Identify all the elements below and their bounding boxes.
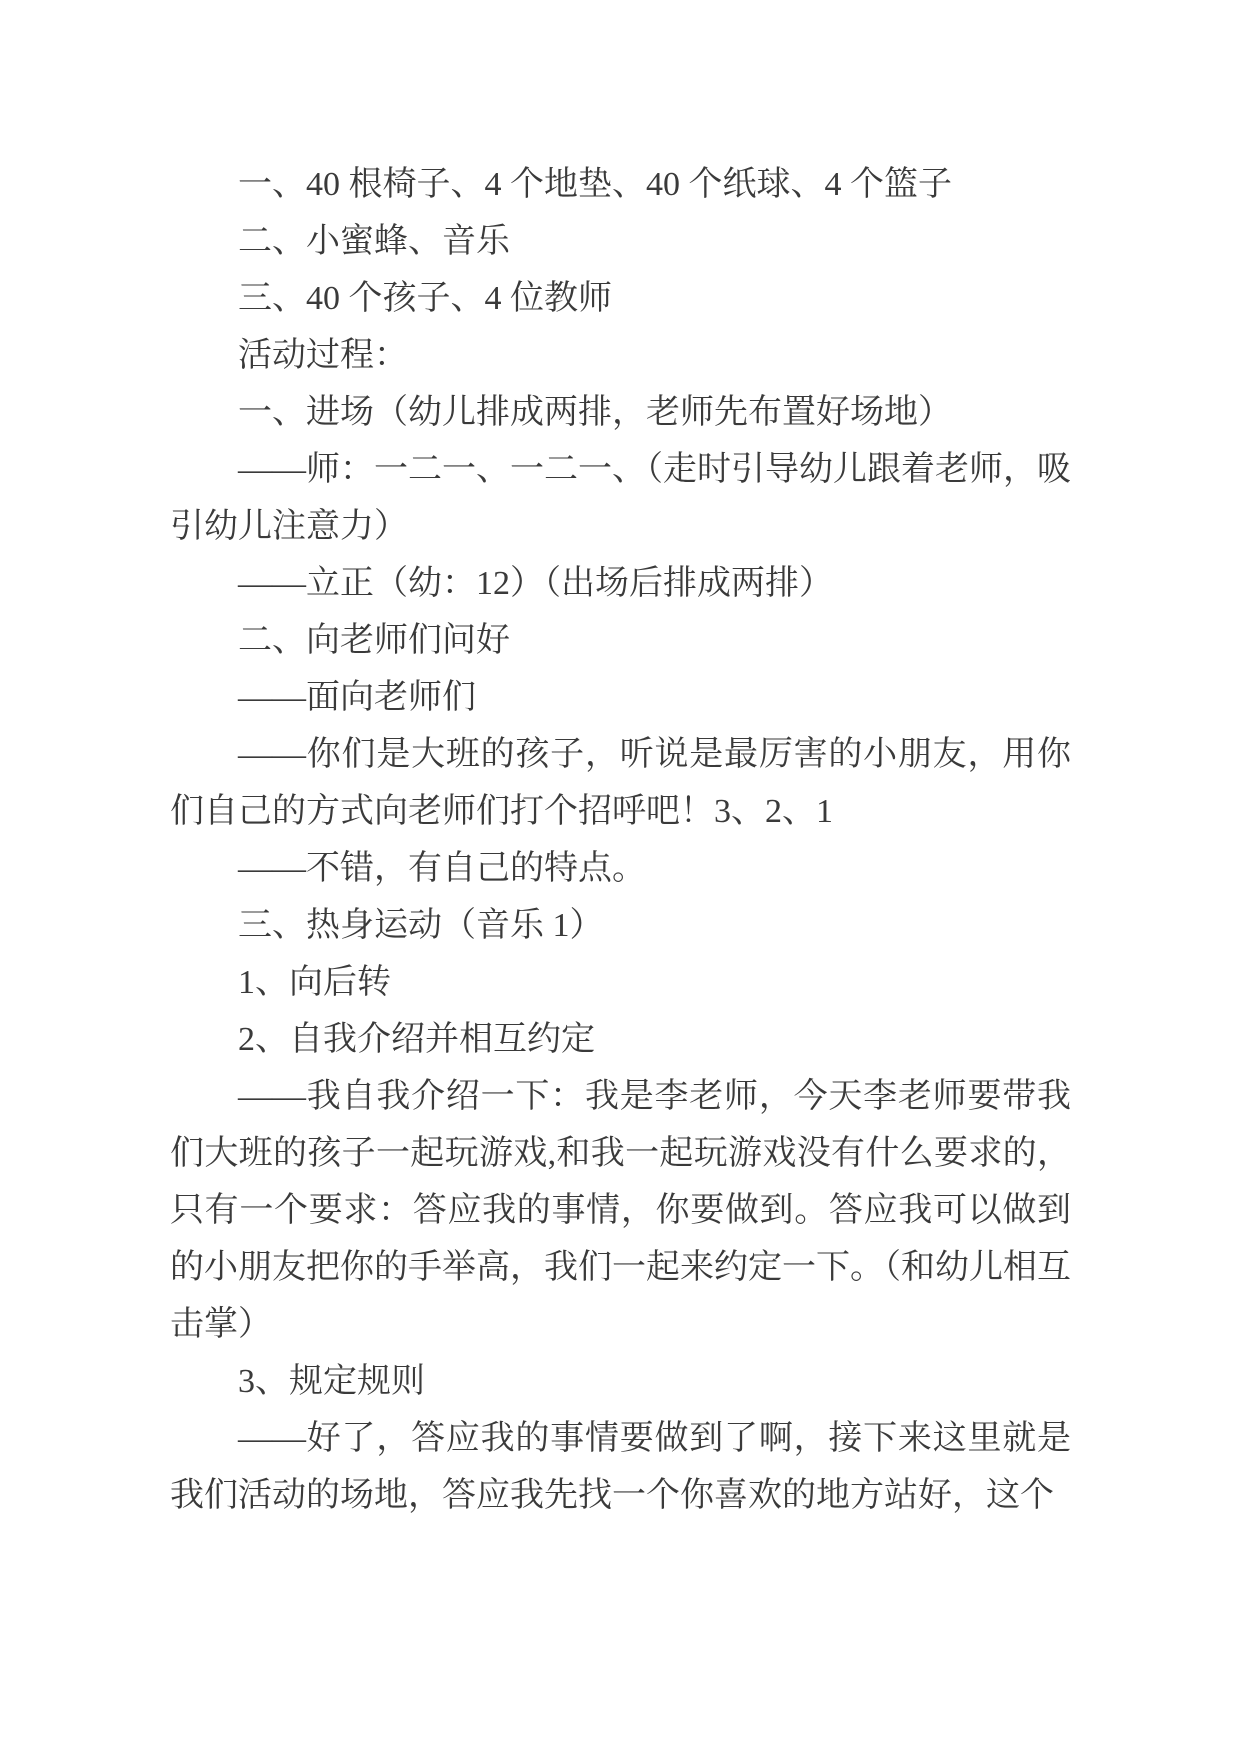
- paragraph: 活动过程：: [238, 337, 408, 374]
- paragraph: 三、40 个孩子、4 位教师: [238, 280, 612, 317]
- paragraph: ——你们是大班的孩子，听说是最厉害的小朋友，用你们自己的方式向老师们打个招呼吧！3、2、1: [170, 736, 1071, 830]
- paragraph: 3、规定规则: [238, 1363, 425, 1400]
- paragraph: 1、向后转: [238, 964, 391, 1001]
- paragraph: 一、40 根椅子、4 个地垫、40 个纸球、4 个篮子: [238, 166, 952, 203]
- paragraph: 二、向老师们问好: [238, 622, 510, 659]
- paragraph: 一、进场（幼儿排成两排，老师先布置好场地）: [238, 394, 952, 431]
- paragraph: ——不错，有自己的特点。: [238, 850, 646, 887]
- paragraph: 三、热身运动（音乐 1）: [238, 907, 604, 944]
- paragraph: ——我自我介绍一下：我是李老师，今天李老师要带我们大班的孩子一起玩游戏,和我一起玩游戏没有什么要求的，只有一个要求：答应我的事情，你要做到。答应我可以做到的小朋友把你的手举高，我们一起来约定一下。（和幼儿相互击掌）: [170, 1078, 1071, 1343]
- paragraph: ——师：一二一、一二一、（走时引导幼儿跟着老师，吸引幼儿注意力）: [170, 451, 1071, 545]
- paragraph: 二、小蜜蜂、音乐: [238, 223, 510, 260]
- paragraph: ——好了，答应我的事情要做到了啊，接下来这里就是我们活动的场地，答应我先找一个你喜欢的地方站好，这个: [170, 1420, 1071, 1514]
- paragraph: ——面向老师们: [238, 679, 476, 716]
- paragraph: ——立正（幼：12）（出场后排成两排）: [238, 565, 833, 602]
- paragraph: 2、自我介绍并相互约定: [238, 1021, 595, 1058]
